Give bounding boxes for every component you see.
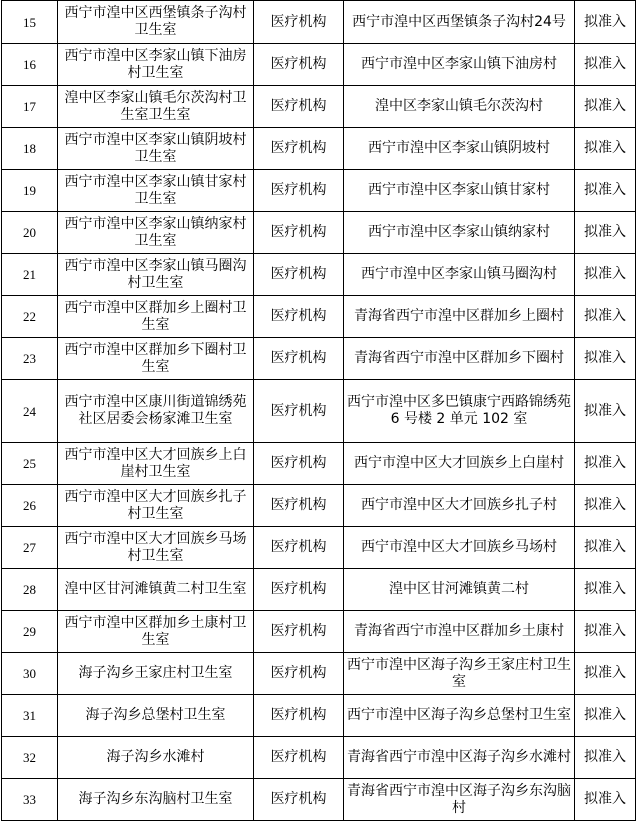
table-row	[2, 779, 636, 821]
facility-type: 医疗机构	[254, 1, 344, 44]
row-number: 28	[2, 569, 58, 611]
approval-status: 拟准入	[575, 443, 636, 485]
table-row	[2, 569, 636, 611]
facility-type: 医疗机构	[254, 485, 344, 527]
facility-type: 医疗机构	[254, 86, 344, 128]
table-row	[2, 296, 636, 338]
row-number: 30	[2, 653, 58, 695]
table-body	[2, 1, 636, 821]
table-row	[2, 44, 636, 86]
approval-status: 拟准入	[575, 380, 636, 443]
facility-name: 西宁市湟中区群加乡土康村卫生室	[58, 611, 254, 653]
facility-address: 西宁市湟中区李家山镇甘家村	[344, 170, 575, 212]
approval-status: 拟准入	[575, 695, 636, 737]
approval-status: 拟准入	[575, 212, 636, 254]
facility-type: 医疗机构	[254, 653, 344, 695]
facility-type: 医疗机构	[254, 443, 344, 485]
facility-type: 医疗机构	[254, 779, 344, 821]
facility-type: 医疗机构	[254, 296, 344, 338]
row-number: 19	[2, 170, 58, 212]
approval-status: 拟准入	[575, 779, 636, 821]
facility-address: 西宁市湟中区大才回族乡马场村	[344, 527, 575, 569]
table-row	[2, 527, 636, 569]
facility-name: 西宁市湟中区大才回族乡马场村卫生室	[58, 527, 254, 569]
facility-address: 湟中区李家山镇毛尔茨沟村	[344, 86, 575, 128]
table-row	[2, 695, 636, 737]
table-row	[2, 212, 636, 254]
facility-address: 青海省西宁市湟中区群加乡上圈村	[344, 296, 575, 338]
facility-name: 海子沟乡水滩村	[58, 737, 254, 779]
facility-address: 西宁市湟中区李家山镇纳家村	[344, 212, 575, 254]
facility-name: 西宁市湟中区群加乡下圈村卫生室	[58, 338, 254, 380]
facility-address: 西宁市湟中区李家山镇阴坡村	[344, 128, 575, 170]
facility-type: 医疗机构	[254, 569, 344, 611]
facility-name: 西宁市湟中区西堡镇条子沟村卫生室	[58, 1, 254, 44]
facility-name: 海子沟乡总堡村卫生室	[58, 695, 254, 737]
facility-type: 医疗机构	[254, 44, 344, 86]
facility-type: 医疗机构	[254, 128, 344, 170]
facility-name: 西宁市湟中区李家山镇纳家村卫生室	[58, 212, 254, 254]
table-row	[2, 338, 636, 380]
facility-type: 医疗机构	[254, 254, 344, 296]
facility-name: 西宁市湟中区康川街道锦绣苑社区居委会杨家滩卫生室	[58, 380, 254, 443]
facility-name: 湟中区甘河滩镇黄二村卫生室	[58, 569, 254, 611]
approval-status: 拟准入	[575, 338, 636, 380]
approval-status: 拟准入	[575, 569, 636, 611]
approval-status: 拟准入	[575, 737, 636, 779]
facility-type: 医疗机构	[254, 380, 344, 443]
facility-type: 医疗机构	[254, 611, 344, 653]
approval-status: 拟准入	[575, 653, 636, 695]
facility-name: 海子沟乡东沟脑村卫生室	[58, 779, 254, 821]
facility-table	[1, 0, 636, 821]
facility-type: 医疗机构	[254, 737, 344, 779]
approval-status: 拟准入	[575, 527, 636, 569]
table-row	[2, 170, 636, 212]
facility-name: 西宁市湟中区群加乡上圈村卫生室	[58, 296, 254, 338]
row-number: 27	[2, 527, 58, 569]
facility-address: 湟中区甘河滩镇黄二村	[344, 569, 575, 611]
row-number: 24	[2, 380, 58, 443]
row-number: 22	[2, 296, 58, 338]
facility-name: 西宁市湟中区李家山镇马圈沟村卫生室	[58, 254, 254, 296]
facility-type: 医疗机构	[254, 527, 344, 569]
table-row	[2, 737, 636, 779]
facility-address: 西宁市湟中区大才回族乡上白崖村	[344, 443, 575, 485]
facility-type: 医疗机构	[254, 695, 344, 737]
facility-name: 湟中区李家山镇毛尔茨沟村卫生室卫生室	[58, 86, 254, 128]
row-number: 33	[2, 779, 58, 821]
facility-address: 青海省西宁市湟中区海子沟乡水滩村	[344, 737, 575, 779]
table-row	[2, 485, 636, 527]
row-number: 26	[2, 485, 58, 527]
facility-address: 西宁市湟中区大才回族乡扎子村	[344, 485, 575, 527]
facility-address: 西宁市湟中区李家山镇马圈沟村	[344, 254, 575, 296]
facility-name: 西宁市湟中区大才回族乡扎子村卫生室	[58, 485, 254, 527]
table-row	[2, 86, 636, 128]
facility-type: 医疗机构	[254, 338, 344, 380]
approval-status: 拟准入	[575, 44, 636, 86]
facility-address: 青海省西宁市湟中区群加乡下圈村	[344, 338, 575, 380]
row-number: 20	[2, 212, 58, 254]
facility-name: 西宁市湟中区李家山镇阴坡村卫生室	[58, 128, 254, 170]
facility-address: 西宁市湟中区海子沟乡总堡村卫生室	[344, 695, 575, 737]
row-number: 16	[2, 44, 58, 86]
facility-name: 西宁市湟中区大才回族乡上白崖村卫生室	[58, 443, 254, 485]
approval-status: 拟准入	[575, 128, 636, 170]
row-number: 29	[2, 611, 58, 653]
facility-address: 西宁市湟中区多巴镇康宁西路锦绣苑 6 号楼 2 单元 102 室	[344, 380, 575, 443]
approval-status: 拟准入	[575, 1, 636, 44]
row-number: 17	[2, 86, 58, 128]
facility-address: 西宁市湟中区西堡镇条子沟村24号	[344, 1, 575, 44]
facility-type: 医疗机构	[254, 212, 344, 254]
row-number: 25	[2, 443, 58, 485]
facility-address: 西宁市湟中区海子沟乡王家庄村卫生室	[344, 653, 575, 695]
table-row	[2, 254, 636, 296]
row-number: 32	[2, 737, 58, 779]
row-number: 21	[2, 254, 58, 296]
approval-status: 拟准入	[575, 254, 636, 296]
table-row	[2, 380, 636, 443]
row-number: 18	[2, 128, 58, 170]
facility-address: 西宁市湟中区李家山镇下油房村	[344, 44, 575, 86]
table-row	[2, 611, 636, 653]
approval-status: 拟准入	[575, 611, 636, 653]
table-row	[2, 443, 636, 485]
approval-status: 拟准入	[575, 86, 636, 128]
table-row	[2, 1, 636, 44]
facility-address: 青海省西宁市湟中区海子沟乡东沟脑村	[344, 779, 575, 821]
approval-status: 拟准入	[575, 485, 636, 527]
facility-name: 海子沟乡王家庄村卫生室	[58, 653, 254, 695]
row-number: 31	[2, 695, 58, 737]
table-row	[2, 128, 636, 170]
table-row	[2, 653, 636, 695]
facility-address: 青海省西宁市湟中区群加乡土康村	[344, 611, 575, 653]
row-number: 15	[2, 1, 58, 44]
facility-type: 医疗机构	[254, 170, 344, 212]
facility-name: 西宁市湟中区李家山镇甘家村卫生室	[58, 170, 254, 212]
approval-status: 拟准入	[575, 170, 636, 212]
facility-name: 西宁市湟中区李家山镇下油房村卫生室	[58, 44, 254, 86]
row-number: 23	[2, 338, 58, 380]
approval-status: 拟准入	[575, 296, 636, 338]
